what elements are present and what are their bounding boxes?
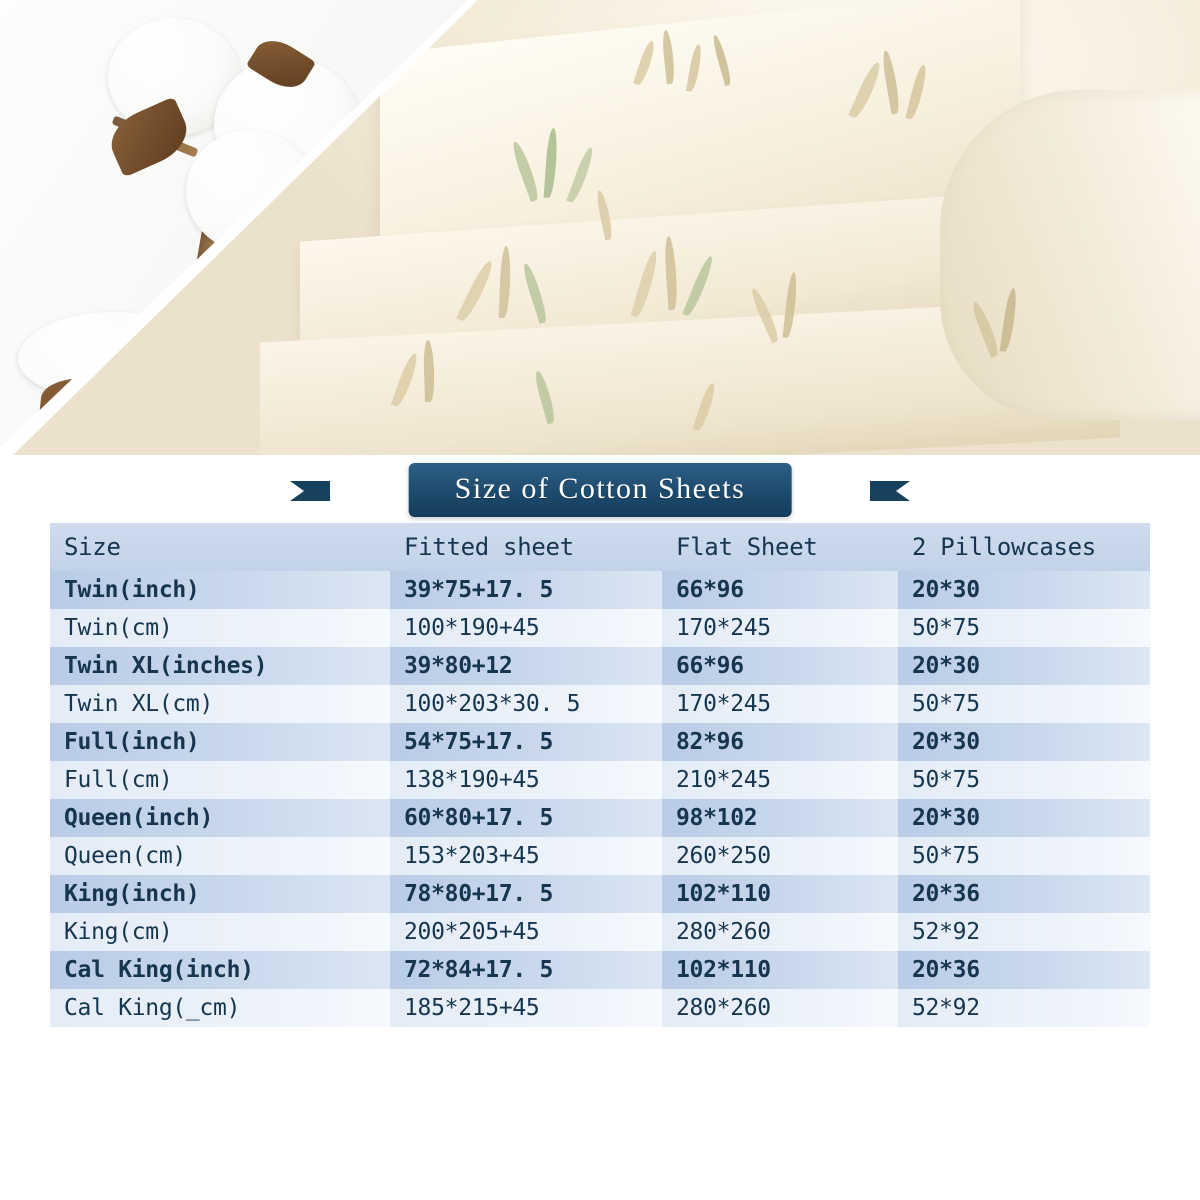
cell-pillowcases: 20*30 (898, 571, 1150, 609)
cell-flat: 66*96 (662, 571, 898, 609)
cell-pillowcases: 20*30 (898, 723, 1150, 761)
hero-image-area (0, 0, 1200, 455)
ribbon-tail-right (870, 481, 910, 501)
table-row (50, 685, 1150, 723)
table-row (50, 723, 1150, 761)
table-row (50, 951, 1150, 989)
size-chart-table-area (0, 517, 1200, 1027)
cell-flat: 170*245 (662, 609, 898, 647)
cell-fitted: 78*80+17. 5 (390, 875, 662, 913)
size-chart-banner (409, 463, 792, 517)
cell-pillowcases: 20*30 (898, 799, 1150, 837)
cell-flat: 260*250 (662, 837, 898, 875)
cell-pillowcases: 52*92 (898, 913, 1150, 951)
cell-flat: 82*96 (662, 723, 898, 761)
cell-pillowcases: 20*36 (898, 875, 1150, 913)
ribbon-tail-left (290, 481, 330, 501)
cell-fitted: 138*190+45 (390, 761, 662, 799)
column-header-fitted-sheet: Fitted sheet (390, 523, 662, 571)
table-row (50, 875, 1150, 913)
cell-fitted: 100*203*30. 5 (390, 685, 662, 723)
cell-size: King(inch) (50, 875, 390, 913)
table-row (50, 647, 1150, 685)
cell-size: Full(inch) (50, 723, 390, 761)
table-body (50, 571, 1150, 1027)
cell-fitted: 39*80+12 (390, 647, 662, 685)
table-row (50, 913, 1150, 951)
table-row (50, 571, 1150, 609)
table-header (50, 523, 1150, 571)
cell-pillowcases: 52*92 (898, 989, 1150, 1027)
column-header-size: Size (50, 523, 390, 571)
table-row (50, 799, 1150, 837)
column-header-flat-sheet: Flat Sheet (662, 523, 898, 571)
table-row (50, 761, 1150, 799)
cell-fitted: 39*75+17. 5 (390, 571, 662, 609)
table-header-row (50, 523, 1150, 571)
cell-size: Twin(cm) (50, 609, 390, 647)
cell-fitted: 72*84+17. 5 (390, 951, 662, 989)
cell-flat: 210*245 (662, 761, 898, 799)
cell-size: Full(cm) (50, 761, 390, 799)
cell-flat: 102*110 (662, 951, 898, 989)
cell-size: Cal King(inch) (50, 951, 390, 989)
cell-fitted: 153*203+45 (390, 837, 662, 875)
column-header-pillowcases: 2 Pillowcases (898, 523, 1150, 571)
cell-pillowcases: 20*30 (898, 647, 1150, 685)
cell-size: Cal King(_cm) (50, 989, 390, 1027)
banner-title: Size of Cotton Sheets (454, 472, 746, 505)
banner-area (0, 455, 1200, 517)
size-chart-table (50, 523, 1150, 1027)
cell-flat: 102*110 (662, 875, 898, 913)
table-row (50, 837, 1150, 875)
cell-flat: 280*260 (662, 989, 898, 1027)
cell-pillowcases: 50*75 (898, 761, 1150, 799)
rolled-sheet (940, 90, 1200, 420)
table-row (50, 609, 1150, 647)
cell-flat: 170*245 (662, 685, 898, 723)
cell-fitted: 200*205+45 (390, 913, 662, 951)
cell-flat: 98*102 (662, 799, 898, 837)
cell-fitted: 185*215+45 (390, 989, 662, 1027)
cell-size: Queen(inch) (50, 799, 390, 837)
cell-fitted: 54*75+17. 5 (390, 723, 662, 761)
cell-size: Queen(cm) (50, 837, 390, 875)
cell-pillowcases: 50*75 (898, 609, 1150, 647)
cell-size: King(cm) (50, 913, 390, 951)
cell-pillowcases: 20*36 (898, 951, 1150, 989)
cell-flat: 66*96 (662, 647, 898, 685)
table-row (50, 989, 1150, 1027)
cell-pillowcases: 50*75 (898, 837, 1150, 875)
cell-flat: 280*260 (662, 913, 898, 951)
cell-size: Twin XL(cm) (50, 685, 390, 723)
cell-pillowcases: 50*75 (898, 685, 1150, 723)
cell-size: Twin XL(inches) (50, 647, 390, 685)
cell-fitted: 100*190+45 (390, 609, 662, 647)
cell-size: Twin(inch) (50, 571, 390, 609)
cell-fitted: 60*80+17. 5 (390, 799, 662, 837)
